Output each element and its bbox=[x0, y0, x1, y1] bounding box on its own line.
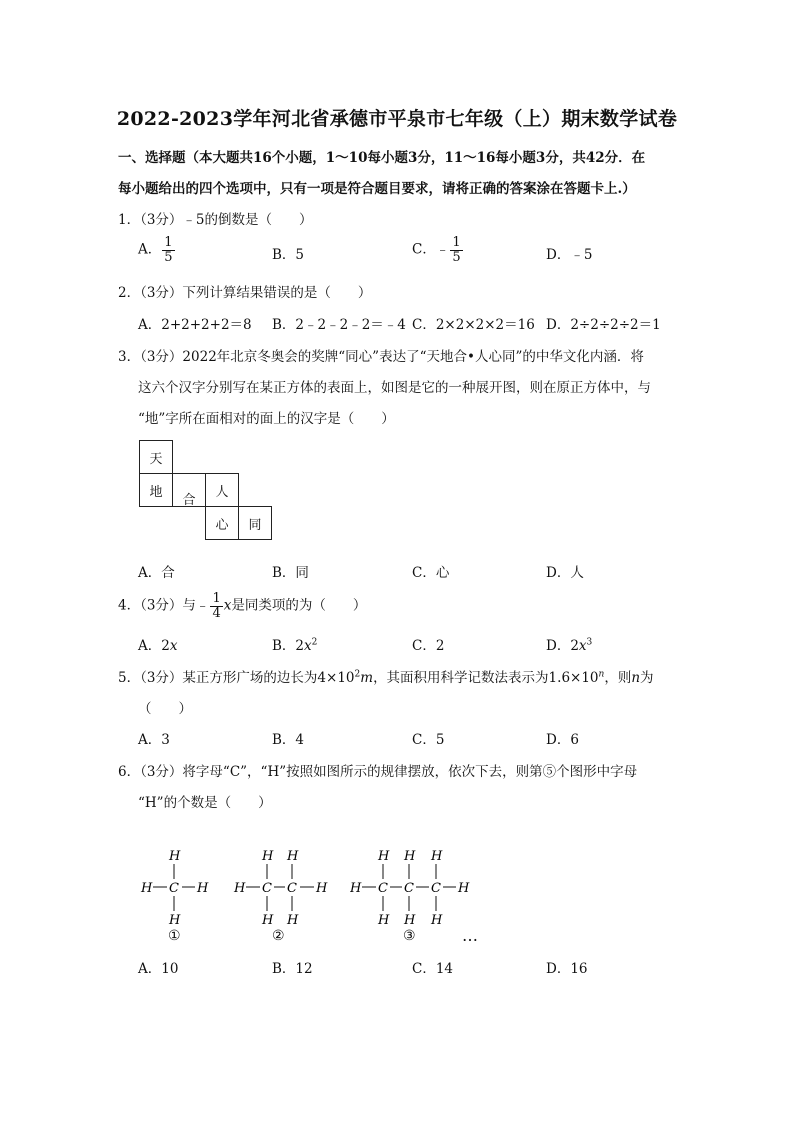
q2-option-b[interactable]: B．2﹣2﹣2﹣2＝﹣4 bbox=[272, 317, 406, 333]
q6-option-b[interactable]: B．12 bbox=[272, 961, 313, 977]
svg-text:H: H bbox=[378, 913, 390, 928]
svg-text:H: H bbox=[169, 913, 181, 928]
q5-option-c[interactable]: C．5 bbox=[412, 732, 445, 748]
q5-option-b[interactable]: B．4 bbox=[272, 732, 305, 748]
net-cell: 心 bbox=[205, 506, 239, 540]
q2-option-d[interactable]: D．2÷2÷2÷2＝1 bbox=[546, 317, 661, 333]
svg-text:H: H bbox=[262, 913, 274, 928]
net-cell: 同 bbox=[238, 506, 272, 540]
svg-text:H: H bbox=[234, 881, 246, 896]
q3-option-a[interactable]: A．合 bbox=[138, 565, 175, 581]
svg-text:H: H bbox=[431, 913, 443, 928]
q4-option-d[interactable]: D．$2x^3$ bbox=[546, 637, 593, 654]
molecule-2-svg bbox=[232, 840, 332, 930]
question-4-stem: 4．（3分）与﹣ $\frac{1}{4}$ x是同类项的为（ ） bbox=[118, 591, 367, 621]
q3-option-c[interactable]: C．心 bbox=[412, 565, 450, 581]
q5-option-a[interactable]: A．3 bbox=[138, 732, 170, 748]
molecule-3-svg bbox=[350, 840, 475, 930]
net-cell: 人 bbox=[205, 473, 239, 507]
svg-text:C: C bbox=[378, 881, 388, 896]
svg-text:H: H bbox=[262, 849, 274, 864]
q6-option-d[interactable]: D．16 bbox=[546, 961, 588, 977]
molecule-figure-2 bbox=[232, 840, 332, 934]
q4-option-c[interactable]: C．2 bbox=[412, 638, 445, 654]
question-3-line3: “地”字所在面相对的面上的汉字是（ ） bbox=[138, 411, 395, 427]
q4-option-a[interactable]: A．2x bbox=[138, 638, 178, 654]
question-6-line2: “H”的个数是（ ） bbox=[138, 795, 272, 811]
question-3-line2: 这六个汉字分别写在某正方体的表面上，如图是它的一种展开图，则在原正方体中，与 bbox=[138, 380, 651, 396]
q2-option-c[interactable]: C．2×2×2×2＝16 bbox=[412, 317, 535, 333]
q1-option-d[interactable]: D．﹣5 bbox=[546, 247, 593, 263]
net-cell-frame bbox=[172, 473, 206, 507]
q2-option-a[interactable]: A．2+2+2+2＝8 bbox=[138, 317, 252, 333]
section-header-line1: 一、选择题（本大题共16个小题，1～10每小题3分，11～16每小题3分，共42分．在 bbox=[118, 150, 646, 166]
fraction: $\frac{1}{5}$ bbox=[164, 235, 173, 265]
svg-text:H: H bbox=[287, 849, 299, 864]
svg-text:C: C bbox=[431, 881, 441, 896]
figure-ellipsis: … bbox=[462, 926, 478, 945]
svg-text:C: C bbox=[262, 881, 272, 896]
question-2-stem: 2．（3分）下列计算结果错误的是（ ） bbox=[118, 285, 372, 301]
q3-option-b[interactable]: B．同 bbox=[272, 565, 309, 581]
svg-text:H: H bbox=[404, 849, 416, 864]
q5-option-d[interactable]: D．6 bbox=[546, 732, 579, 748]
svg-text:C: C bbox=[287, 881, 297, 896]
svg-text:C: C bbox=[404, 881, 414, 896]
net-cell: 地 bbox=[139, 473, 173, 507]
svg-text:C: C bbox=[169, 881, 179, 896]
question-6-line1: 6．（3分）将字母“C”，“H”按照如图所示的规律摆放，依次下去，则第⑤个图形中字母 bbox=[118, 764, 638, 780]
section-header-line2: 每小题给出的四个选项中，只有一项是符合题目要求，请将正确的答案涂在答题卡上.） bbox=[118, 181, 636, 197]
molecule-1-svg bbox=[137, 840, 212, 930]
q6-option-c[interactable]: C．14 bbox=[412, 961, 454, 977]
svg-text:H: H bbox=[287, 913, 299, 928]
svg-text:H: H bbox=[458, 881, 470, 896]
q1-option-c[interactable]: C．﹣ $\frac{1}{5}$ bbox=[412, 235, 461, 265]
svg-text:H: H bbox=[169, 849, 181, 864]
q1-option-b[interactable]: B．5 bbox=[272, 247, 305, 263]
molecule-figure-3 bbox=[350, 840, 475, 934]
fraction: $\frac{1}{4}$ bbox=[212, 591, 221, 621]
page-title: 2022-2023学年河北省承德市平泉市七年级（上）期末数学试卷 bbox=[116, 108, 678, 130]
q1-option-a[interactable]: A． $\frac{1}{5}$ bbox=[138, 235, 173, 265]
net-cell: 天 bbox=[139, 440, 173, 474]
cube-net-figure bbox=[139, 440, 279, 550]
molecule-figure-1 bbox=[137, 840, 212, 934]
svg-text:H: H bbox=[141, 881, 153, 896]
q4-option-b[interactable]: B．$2x^2$ bbox=[272, 637, 318, 654]
figure-label-2: ② bbox=[272, 928, 285, 944]
question-3-line1: 3．（3分）2022年北京冬奥会的奖牌“同心”表达了“天地合•人心同”的中华文化内涵．将 bbox=[118, 349, 644, 365]
q3-option-d[interactable]: D．人 bbox=[546, 565, 584, 581]
figure-label-3: ③ bbox=[403, 928, 416, 944]
svg-text:H: H bbox=[378, 849, 390, 864]
svg-text:H: H bbox=[431, 849, 443, 864]
q6-option-a[interactable]: A．10 bbox=[138, 961, 179, 977]
svg-text:H: H bbox=[316, 881, 328, 896]
net-cell: 合 bbox=[182, 492, 196, 508]
question-5-line2: （ ） bbox=[138, 701, 192, 717]
svg-text:H: H bbox=[404, 913, 416, 928]
question-1-stem: 1．（3分）﹣5的倒数是（ ） bbox=[118, 212, 313, 228]
svg-text:H: H bbox=[350, 881, 362, 896]
svg-text:H: H bbox=[197, 881, 209, 896]
fraction: $\frac{1}{5}$ bbox=[452, 235, 461, 265]
figure-label-1: ① bbox=[168, 928, 181, 944]
question-5-stem: 5．（3分）某正方形广场的边长为$4\times 10^2m$，其面积用科学记数法表示为$1.6\times 10^n$，则n为 bbox=[118, 669, 654, 686]
